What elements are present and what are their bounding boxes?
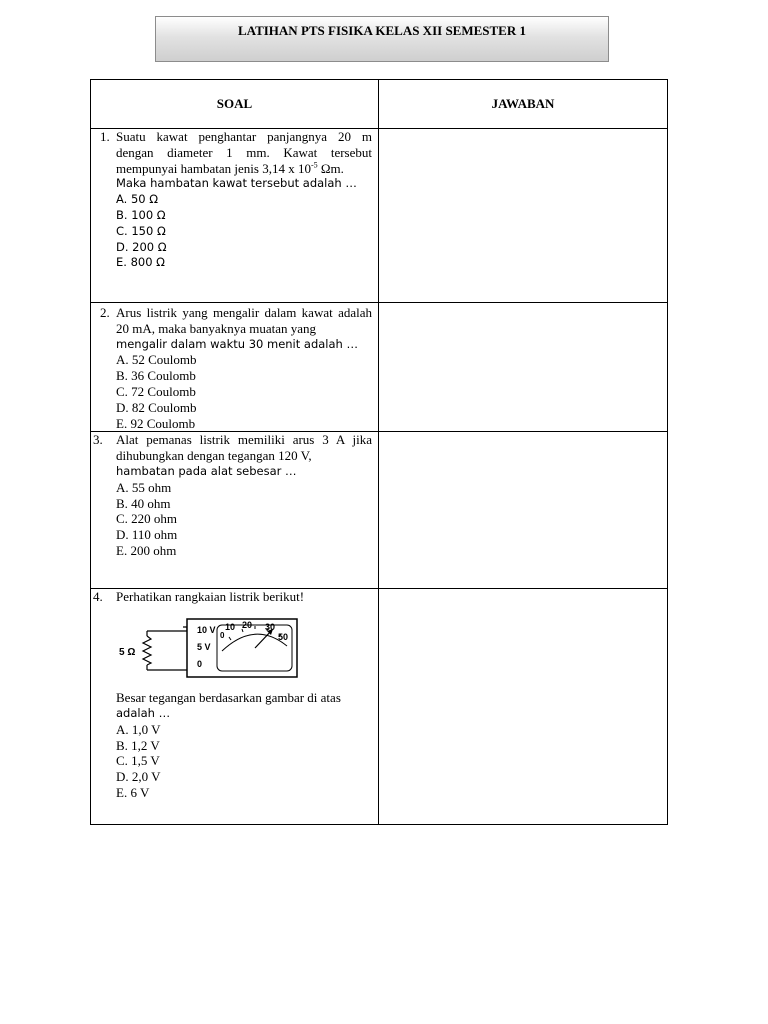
option: C. 72 Coulomb (116, 383, 196, 399)
range-label: 10 V (197, 625, 216, 636)
option: B. 36 Coulomb (116, 368, 196, 384)
question-text-continued: Besar tegangan berdasarkan gambar di atas (116, 690, 341, 706)
option: E. 800 Ω (116, 255, 165, 270)
option: B. 40 ohm (116, 495, 171, 511)
question-text: Arus listrik yang mengalir dalam kawat adalah 20 mA, maka banyaknya muatan yang mengalir dalam waktu 30 menit adalah … (116, 305, 372, 351)
header-soal: SOAL (91, 80, 379, 129)
question-text: Suatu kawat penghantar panjangnya 20 m dengan diameter 1 mm. Kawat tersebut mempunyai hambatan jenis 3,14 x $10^{-5}$ Ωm. Maka hambatan kawat tersebut adalah … (116, 129, 372, 191)
table-row (91, 432, 668, 589)
option: A. 52 Coulomb (116, 352, 197, 368)
option: A. 50 Ω (116, 192, 159, 207)
option: E. 200 ohm (116, 542, 177, 558)
answer-cell-4[interactable] (379, 589, 668, 825)
scale-label: 20 (242, 620, 253, 631)
option: C. 220 ohm (116, 511, 178, 527)
option: D. 2,0 V (116, 769, 161, 785)
question-number: 2. (100, 305, 110, 320)
table-row (91, 129, 668, 303)
scale-label: 30 (265, 622, 276, 633)
question-text: Perhatikan rangkaian listrik berikut! (116, 589, 305, 605)
question-4-cell (91, 589, 379, 825)
option: E. 92 Coulomb (116, 415, 196, 431)
range-label: 5 V (197, 642, 211, 653)
table-row (91, 589, 668, 825)
option: B. 1,2 V (116, 737, 160, 753)
question-1-cell (91, 129, 379, 303)
option: C. 1,5 V (116, 753, 160, 769)
circuit-figure (117, 616, 307, 680)
option: A. 55 ohm (116, 479, 172, 495)
question-text: Alat pemanas listrik memiliki arus 3 A jika dihubungkan dengan tegangan 120 V, hambatan pada alat sebesar … (116, 432, 372, 478)
scale-label: 0 (220, 631, 225, 641)
range-label: 0 (197, 659, 203, 670)
table-row (91, 303, 668, 432)
answer-cell-2[interactable] (379, 303, 668, 432)
question-text-continued: adalah … (116, 705, 171, 720)
question-number: 3. (93, 432, 103, 448)
option: D. 82 Coulomb (116, 399, 197, 415)
question-number: 4. (93, 589, 103, 605)
option: E. 6 V (116, 784, 150, 800)
scale-label: 10 (225, 622, 236, 633)
answer-cell-1[interactable] (379, 129, 668, 303)
answer-cell-3[interactable] (379, 432, 668, 589)
header-jawaban: JAWABAN (379, 80, 668, 129)
option: D. 110 ohm (116, 527, 178, 543)
page-title: LATIHAN PTS FISIKA KELAS XII SEMESTER 1 (155, 16, 609, 62)
table-header-row (91, 80, 668, 129)
option: C. 150 Ω (116, 223, 166, 238)
resistor-icon (143, 636, 151, 665)
option: D. 200 Ω (116, 239, 167, 254)
question-number: 1. (100, 129, 110, 144)
question-2-cell (91, 303, 379, 432)
option: B. 100 Ω (116, 207, 166, 222)
option: A. 1,0 V (116, 721, 161, 737)
question-table (90, 79, 668, 825)
question-3-cell (91, 432, 379, 589)
scale-label: 50 (278, 632, 289, 643)
resistor-label: 5 Ω (119, 647, 136, 659)
